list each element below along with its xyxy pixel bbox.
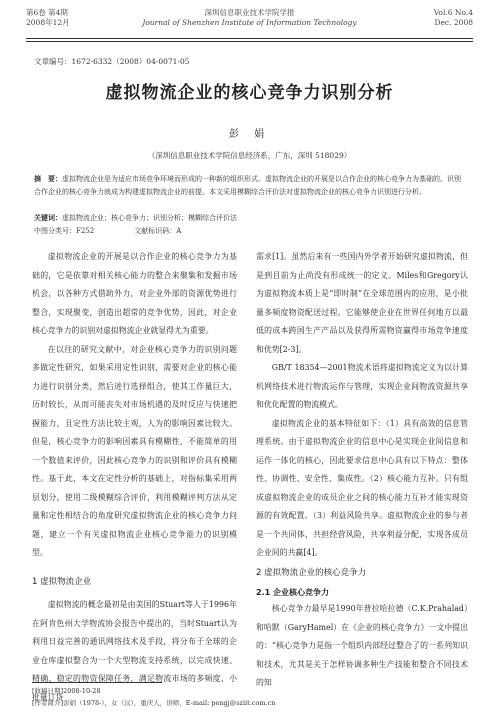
article-id: 文章编号：1672-6332（2008）04-0071-05	[34, 57, 190, 66]
journal-volume-en	[434, 8, 473, 28]
paragraph: 虚拟物流企业的基本特征如下：（1）具有高效的信息管理系统。由于虚拟物流企业的信息中心是实现企业间信息和运作一体化的核心，因此要求信息中心具有以下特点：整体性、协调性、安全性、集成性。（2）核心能力互补。只有组成虚拟物流企业的成员企业之间的核心能力互补才能实现资源的有效配置。（3）利益风险共享。虚拟物流企业的参与者是一个共同体，共担经营风险，共享利益分配，实现各成员企业间的共赢[4]。	[256, 418, 468, 557]
paragraph: 虚拟物流的概念最初是由美国的Stuart等人于1996年在阿肯色州大学物流协会报告中提出的，当时Stuart认为利用日益完善的通讯网络技术及手段，将分布于全球的企业仓库虚拟整合为一个大型物流支持系统，以完成快速、精确、稳定的物资保障任务，满足物流市场的多频度、小批量订货	[32, 600, 237, 702]
journal-name	[26, 8, 473, 28]
footnote-received: [收稿日期]2008-10-28	[32, 687, 101, 695]
page-title: 虚拟物流企业的核心竞争力识别分析	[105, 83, 394, 103]
right-column	[256, 248, 468, 563]
footnote-author: [作者简介]彭娟（1978-），女（汉），重庆人，讲师，E-mail: pengj@sziit.com.cn	[32, 699, 276, 707]
paragraph: 核心竞争力最早是1990年普拉哈拉德（C.K.Prahalad）和哈默（GaryHamel）在《企业的核心竞争力》一文中提出的：“核心竞争力是指一个组织内部经过整合了的一系列知识和技术，尤其是关于怎样协调多种生产技能和整合不同技术的知	[256, 604, 468, 687]
paragraph: 虚拟物流企业的开展是以合作企业的核心竞争力为基础的，它是依靠对相关核心能力的整合来聚集和发掘市场机会，以各种方式借助外力，对企业外部的资源优势进行整合，实现聚变，创造出超常的竞争优势，因此，对企业核心竞争力的识别对虚拟物流企业就显得尤为重要。	[32, 252, 237, 335]
keywords-label: 关键词：	[34, 213, 62, 222]
footnote-rule	[32, 682, 162, 683]
classification	[34, 226, 465, 236]
right-column-cont	[256, 600, 468, 693]
running-header	[26, 8, 473, 38]
header-rule	[26, 38, 473, 39]
section-heading-1: 1 虚拟物流企业	[32, 577, 92, 587]
volume-issue-en: Vol.6 No.4	[433, 8, 473, 17]
abstract-label: 摘 要：	[34, 174, 62, 183]
paragraph: 需求[1]。虽然后来有一些国内外学者开始研究虚拟物流，但是到目前为止尚没有形成统一的定义。Miles和Gregory认为虚拟物流本质上是“即时制”在全球范围内的应用，是小批量多频度物资配送过程。它能够使企业在世界任何地方以最低的成本跨国生产产品以及获得所需物资赢得市场竞争速度和优势[2-3]。	[256, 252, 468, 354]
paragraph: 在以往的研究文献中，对企业核心竞争力的识别问题多做定性研究，如果采用定性识别，需要对企业的核心能力进行识别分类，然后进行选择组合，使其工作量巨大，历时较长，从而可能丧失对市场机遇的及时反应与快速把握能力，且定性方法比较主观，人为的影响因素比较大。但是，核心竞争力的影响因素具有模糊性，不能简单的用一个数值来评价，因此核心竞争力的识别和评价具有模糊性。基于此，本文在定性分析的基础上，对指标集采用两层划分，使用二级模糊综合评价，利用模糊评判方法从定量和定性相结合的角度研究虚拟物流企业的核心竞争力问题，建立一个有关虚拟物流企业核心竞争能力的识别模型。	[32, 344, 237, 557]
clc-number: 中图分类号：F252	[34, 227, 95, 235]
header-rule-thin	[26, 41, 473, 42]
subsection-heading-2-1: 2.1 企业核心竞争力	[256, 588, 329, 597]
affiliation: （深圳信息职业技术学院信息经济系，广东，深圳 518029）	[147, 151, 352, 160]
issue-date: 2008年12月	[26, 18, 70, 27]
author-name: 彭 娟	[228, 129, 271, 140]
volume-issue: 第6卷 第4期	[26, 8, 68, 17]
doc-code: 文献标识码：A	[134, 227, 182, 235]
journal-name-en: Journal of Shenzhen Institute of Information Technology	[142, 18, 357, 27]
journal-name-cn: 深圳信息职业技术学院学报	[204, 8, 295, 17]
keywords	[34, 213, 465, 223]
keywords-text: 虚拟物流企业；核心竞争力；识别分析；模糊综合评价法	[62, 214, 237, 222]
section-heading-2: 2 虚拟物流企业的核心竞争力	[256, 568, 367, 578]
issue-date-en: Dec. 2008	[434, 18, 473, 27]
abstract	[34, 172, 465, 199]
abstract-text: 虚拟物流企业是为适应市场竞争环境而形成的一种新的组织形式。虚拟物流企业的开展是以合作企业的核心竞争力为基础的。识别合作企业的核心竞争力就成为构建虚拟物流企业的前提。本文采用模糊综合评价法对虚拟物流企业的核心竞争力识别进行分析。	[34, 175, 461, 196]
paragraph: GB/T 18354—2001物流术语将虚拟物流定义为以计算机网络技术进行物流运作与管理，实现企业间物流资源共享和优化配置的物流模式。	[256, 363, 468, 409]
left-column	[32, 248, 237, 563]
